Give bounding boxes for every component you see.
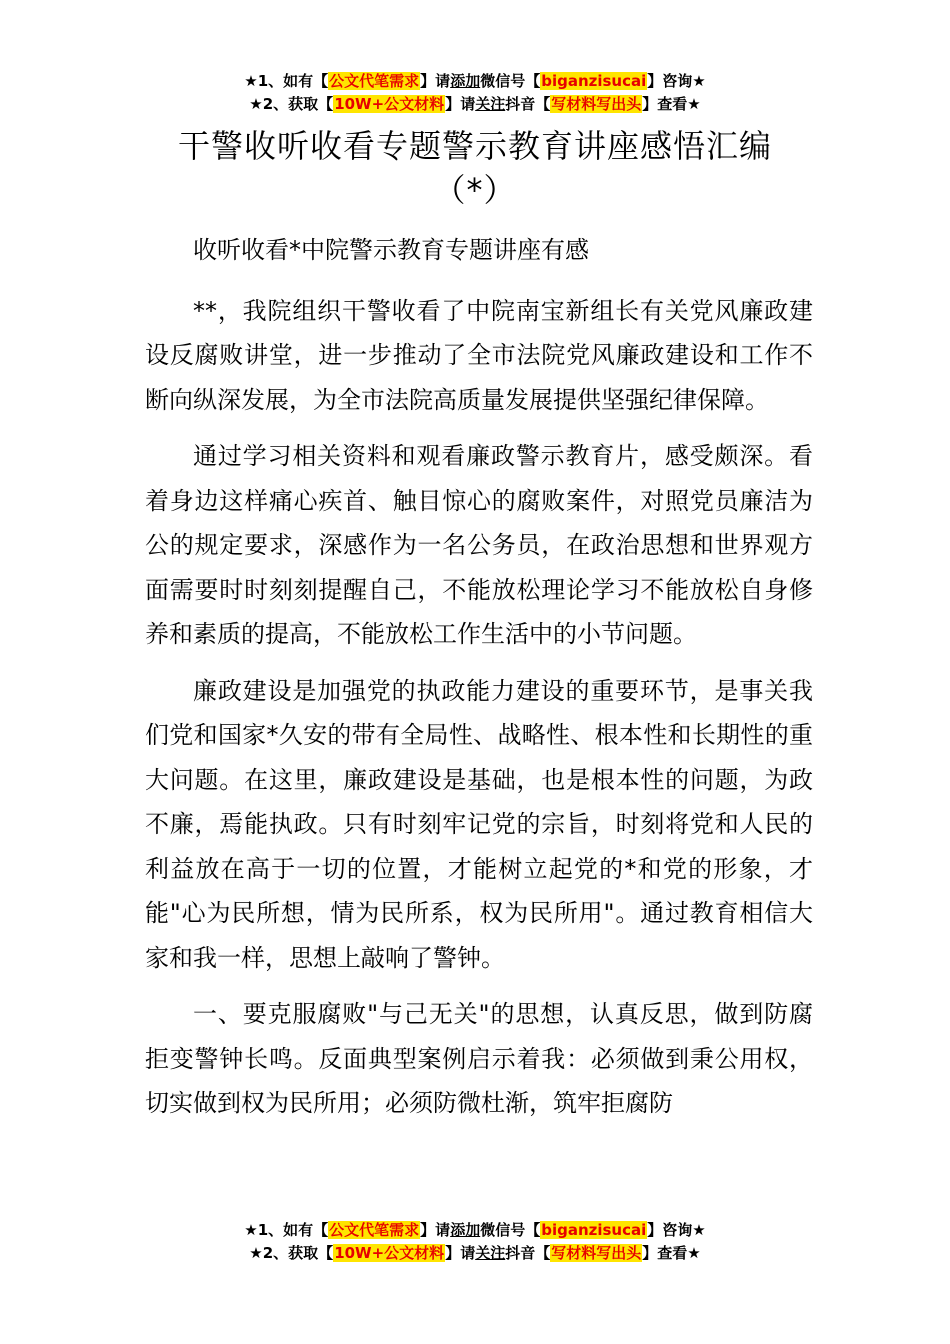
douyin-name: 写材料写出头	[551, 95, 642, 113]
banner-line-2: ★2、获取【10W+公文材料】请关注抖音【写材料写出头】查看★	[249, 1244, 701, 1262]
document-title	[0, 124, 950, 212]
wechat-id: biganzisucai	[541, 1221, 647, 1239]
paragraph: **，我院组织干警收看了中院南宝新组长有关党风廉政建设反腐败讲堂，进一步推动了全市法院党风廉政建设和工作不断向纵深发展，为全市法院高质量发展提供坚强纪律保障。	[145, 296, 813, 414]
banner-line-2: ★2、获取【10W+公文材料】请关注抖音【写材料写出头】查看★	[249, 95, 701, 113]
banner-line-1: ★1、如有【公文代笔需求】请添加微信号【biganzisucai】咨询★	[244, 72, 706, 90]
section-subtitle: 收听收看*中院警示教育专题讲座有感	[193, 236, 589, 264]
title-line-2: （*）	[433, 171, 517, 209]
top-banner	[0, 70, 950, 116]
wechat-id: biganzisucai	[541, 72, 647, 90]
paragraph: 通过学习相关资料和观看廉政警示教育片，感受颇深。看着身边这样痛心疾首、触目惊心的腐败案件，对照党员廉洁为公的规定要求，深感作为一名公务员，在政治思想和世界观方面需要时时刻刻提醒自己，不能放松理论学习不能放松自身修养和素质的提高，不能放松工作生活中的小节问题。	[145, 442, 813, 648]
title-line-1: 干警收听收看专题警示教育讲座感悟汇编	[177, 127, 772, 165]
banner-highlight: 公文代笔需求	[329, 1221, 420, 1239]
banner-highlight: 公文代笔需求	[329, 72, 420, 90]
bottom-banner	[0, 1219, 950, 1265]
banner-highlight: 10W+公文材料	[334, 1244, 445, 1262]
banner-highlight: 10W+公文材料	[334, 95, 445, 113]
banner-line-1: ★1、如有【公文代笔需求】请添加微信号【biganzisucai】咨询★	[244, 1221, 706, 1239]
paragraph: 一、要克服腐败"与己无关"的思想，认真反思，做到防腐拒变警钟长鸣。反面典型案例启示着我：必须做到秉公用权，切实做到权为民所用；必须防微杜渐，筑牢拒腐防	[145, 1000, 813, 1117]
paragraph: 廉政建设是加强党的执政能力建设的重要环节，是事关我们党和国家*久安的带有全局性、战略性、根本性和长期性的重大问题。在这里，廉政建设是基础，也是根本性的问题，为政不廉，焉能执政。只有时刻牢记党的宗旨，时刻将党和人民的利益放在高于一切的位置，才能树立起党的*和党的形象，才能"心为民所想，情为民所系，权为民所用"。通过教育相信大家和我一样，思想上敲响了警钟。	[145, 676, 813, 972]
douyin-name: 写材料写出头	[551, 1244, 642, 1262]
document-body	[145, 228, 813, 1138]
